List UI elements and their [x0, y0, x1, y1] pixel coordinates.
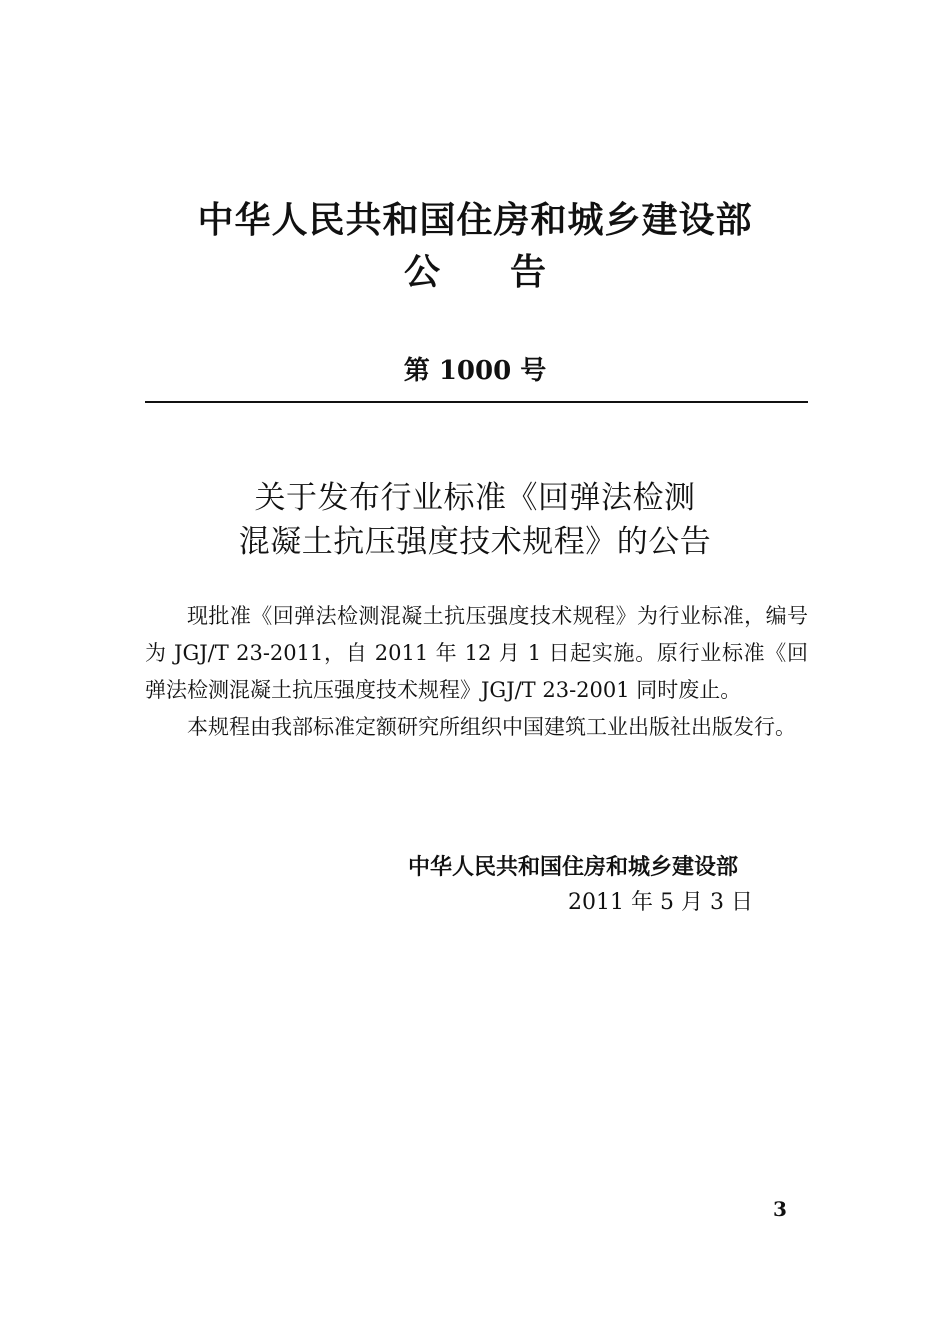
body-paragraph-2: 本规程由我部标准定额研究所组织中国建筑工业出版社出版发行。 — [187, 715, 796, 739]
notice-body — [145, 598, 808, 746]
page-number: 3 — [773, 1197, 787, 1221]
headline-line-1: 关于发布行业标准《回弹法检测 — [254, 480, 696, 516]
signature-date: 2011 年 5 月 3 日 — [568, 890, 753, 915]
notice-number: 第 1000 号 — [403, 356, 547, 386]
signature-organization: 中华人民共和国住房和城乡建设部 — [408, 855, 739, 880]
header-divider — [145, 401, 808, 403]
headline-line-2: 混凝土抗压强度技术规程》的公告 — [238, 524, 712, 560]
issuer-title: 中华人民共和国住房和城乡建设部 — [197, 200, 753, 241]
document-type: 公告 — [403, 252, 616, 293]
body-paragraph-1: 现批准《回弹法检测混凝土抗压强度技术规程》为行业标准，编号为 JGJ/T 23-2011，自 2011 年 12 月 1 日起实施。原行业标准《回弹法检测混凝土抗压强度技术规程》JGJ/T 23-2001 同时废止。 — [145, 604, 808, 702]
